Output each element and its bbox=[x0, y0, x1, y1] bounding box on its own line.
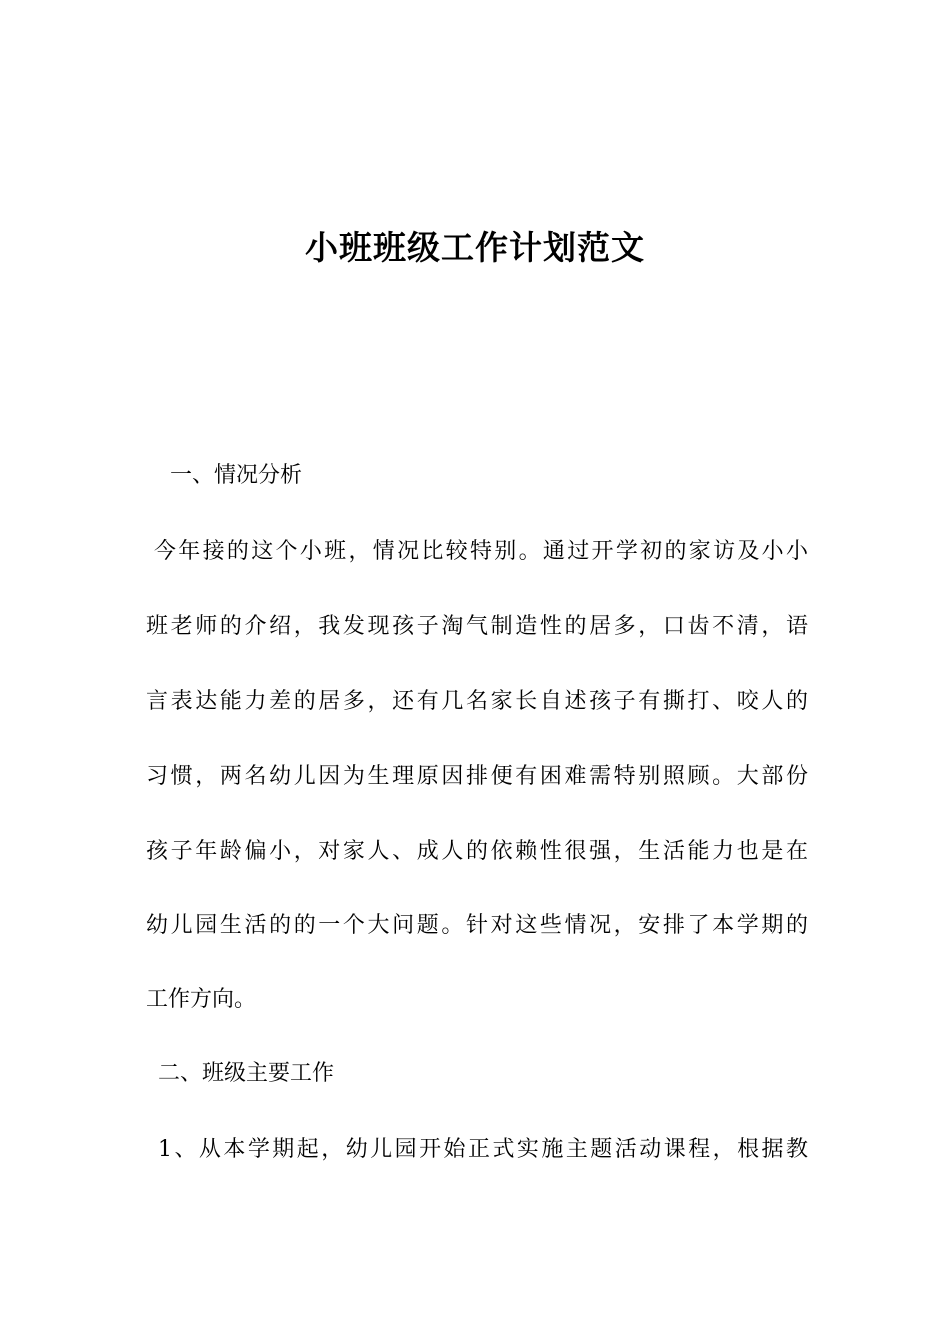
paragraph-line-6: 幼儿园生活的的一个大问题。针对这些情况，安排了本学期的 bbox=[146, 913, 808, 938]
paragraph-line-4: 习惯，两名幼儿因为生理原因排便有困难需特别照顾。大部份 bbox=[146, 764, 808, 789]
paragraph-line-3: 言表达能力差的居多，还有几名家长自述孩子有撕打、咬人的 bbox=[146, 689, 808, 714]
section-heading-main-work: 二、班级主要工作 bbox=[158, 1061, 335, 1086]
paragraph-line-5: 孩子年龄偏小，对家人、成人的依赖性很强，生活能力也是在 bbox=[146, 839, 808, 864]
section-heading-situation-analysis: 一、情况分析 bbox=[170, 463, 303, 488]
document-title: 小班班级工作计划范文 bbox=[305, 228, 645, 267]
paragraph-line-2: 班老师的介绍，我发现孩子淘气制造性的居多，口齿不清，语 bbox=[146, 614, 808, 639]
paragraph-line-8: 1、从本学期起，幼儿园开始正式实施主题活动课程，根据教 bbox=[158, 1137, 808, 1162]
paragraph-line-7: 工作方向。 bbox=[146, 987, 257, 1012]
paragraph-line-1: 今年接的这个小班，情况比较特别。通过开学初的家访及小小 bbox=[154, 539, 808, 564]
